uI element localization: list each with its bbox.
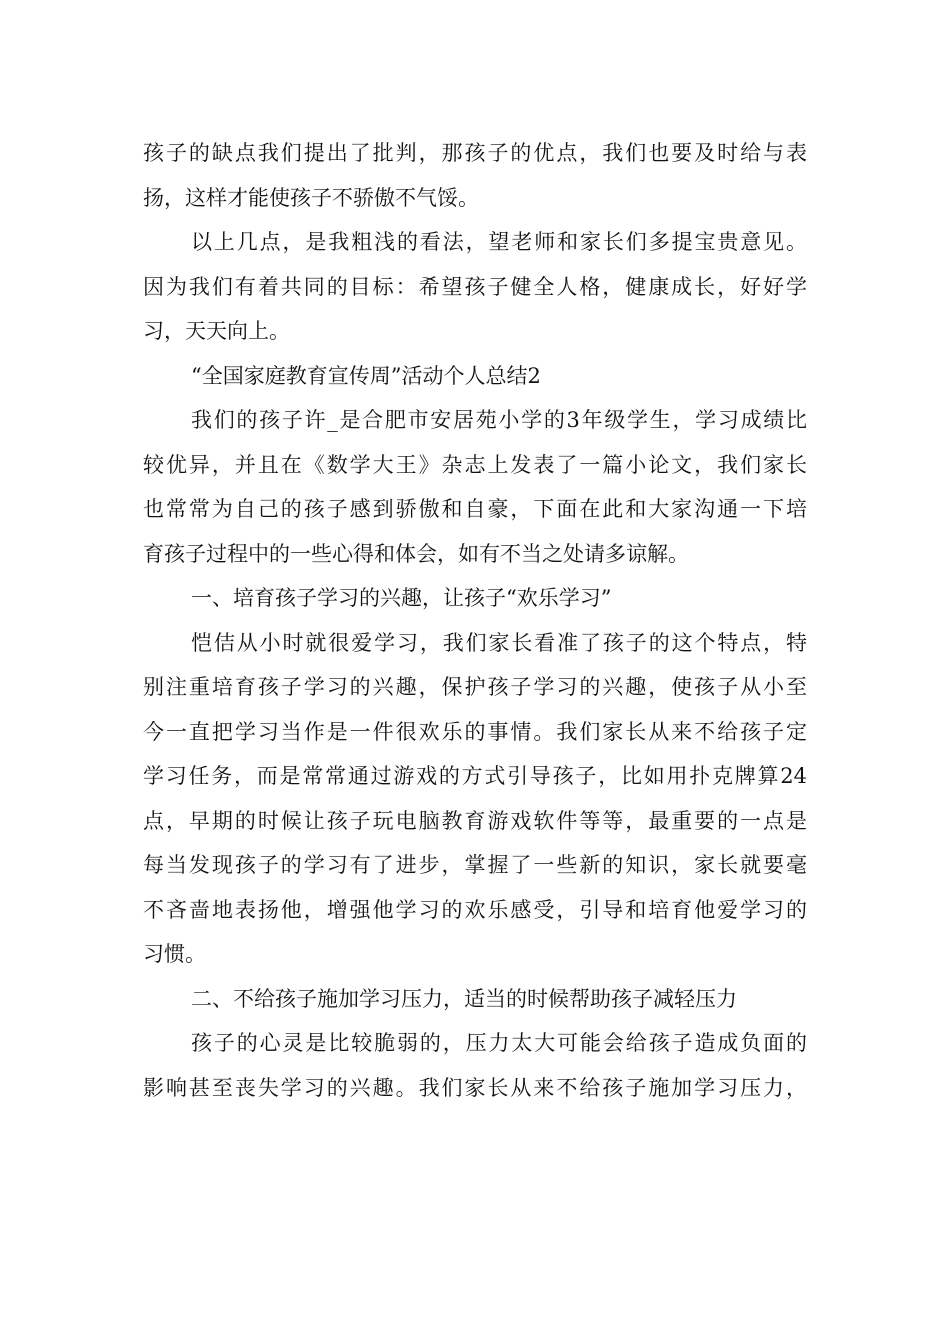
text-line: 扬，这样才能使孩子不骄傲不气馁。: [143, 185, 479, 210]
text-line: 孩子的心灵是比较脆弱的，压力太大可能会给孩子造成负面的: [191, 1031, 807, 1055]
text-line: 影响甚至丧失学习的兴趣。我们家长从来不给孩子施加学习压力，: [143, 1075, 807, 1100]
text-line: 孩子的缺点我们提出了批判，那孩子的优点，我们也要及时给与表: [143, 141, 807, 165]
section-title: “全国家庭教育宣传周”活动个人总结2: [191, 363, 541, 388]
text-line: 别注重培育孩子学习的兴趣，保护孩子学习的兴趣，使孩子从小至: [143, 675, 807, 699]
text-line: 育孩子过程中的一些心得和体会，如有不当之处请多谅解。: [143, 541, 689, 566]
text-line: 因为我们有着共同的目标：希望孩子健全人格，健康成长，好好学: [143, 274, 807, 299]
text-line: 今一直把学习当作是一件很欢乐的事情。我们家长从来不给孩子定: [143, 719, 807, 744]
text-line: 较优异，并且在《数学大王》杂志上发表了一篇小论文，我们家长: [143, 452, 807, 477]
text-line: 我们的孩子许_是合肥市安居苑小学的3年级学生，学习成绩比: [191, 408, 807, 432]
text-line: 也常常为自己的孩子感到骄傲和自豪，下面在此和大家沟通一下培: [143, 497, 807, 521]
text-line: 不吝啬地表扬他，增强他学习的欢乐感受，引导和培育他爱学习的: [143, 897, 807, 922]
text-line: 点，早期的时候让孩子玩电脑教育游戏软件等等，最重要的一点是: [143, 808, 807, 833]
text-line: 学习任务，而是常常通过游戏的方式引导孩子，比如用扑克牌算24: [143, 764, 807, 788]
text-line: 习，天天向上。: [143, 319, 290, 343]
text-line: 以上几点，是我粗浅的看法，望老师和家长们多提宝贵意见。: [191, 230, 807, 254]
text-line: 恺佶从小时就很爱学习，我们家长看准了孩子的这个特点，特: [191, 630, 807, 655]
heading-two: 二、不给孩子施加学习压力，适当的时候帮助孩子减轻压力: [191, 986, 737, 1011]
text-line: 习惯。: [143, 942, 206, 966]
heading-one: 一、培育孩子学习的兴趣，让孩子“欢乐学习”: [191, 586, 612, 610]
document-body: [143, 131, 807, 1110]
text-line: 每当发现孩子的学习有了进步，掌握了一些新的知识，家长就要毫: [143, 853, 807, 877]
